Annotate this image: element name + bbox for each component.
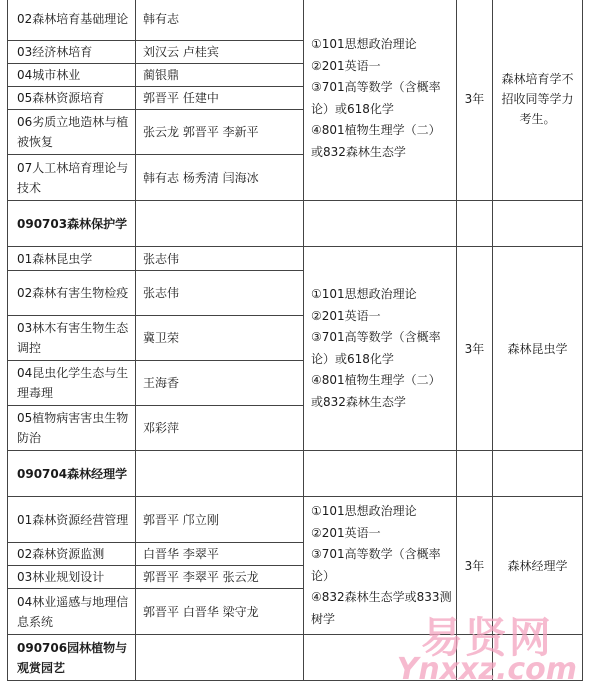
research-direction: 04林业遥感与地理信息系统 [8, 589, 136, 635]
research-direction: 03林业规划设计 [8, 566, 136, 589]
major-header-row [8, 201, 583, 247]
table-row [8, 0, 583, 41]
research-direction: 01森林资源经营管理 [8, 497, 136, 543]
exam-item: ①101思想政治理论 [311, 504, 417, 518]
tutor-names: 郭晋平 任建中 [136, 87, 304, 110]
admissions-table [7, 0, 583, 681]
tutor-names: 韩有志 杨秀清 闫海冰 [136, 155, 304, 201]
tutor-names: 张志伟 [136, 271, 304, 316]
tutor-names: 白晋华 李翠平 [136, 543, 304, 566]
remarks: 森林经理学 [493, 497, 583, 635]
remarks: 森林昆虫学 [493, 247, 583, 451]
exam-item: ③701高等数学（含概率论） [311, 547, 441, 583]
tutor-names: 邓彩萍 [136, 406, 304, 451]
research-direction: 04城市林业 [8, 64, 136, 87]
research-direction: 03林木有害生物生态调控 [8, 316, 136, 361]
exam-item: ③701高等数学（含概率论）或618化学 [311, 330, 441, 366]
tutor-names: 刘汉云 卢桂宾 [136, 41, 304, 64]
exam-item: ①101思想政治理论 [311, 37, 417, 51]
exam-item: ②201英语一 [311, 58, 381, 73]
exam-item: ④801植物生理学（二）或832森林生态学 [311, 123, 441, 159]
research-direction: 07人工林培育理论与技术 [8, 155, 136, 201]
tutor-names: 郭晋平 邝立刚 [136, 497, 304, 543]
research-direction: 06劣质立地造林与植被恢复 [8, 110, 136, 155]
study-years: 3年 [457, 0, 493, 201]
watermark-url: Ynxxz.com [396, 652, 577, 687]
tutor-names: 韩有志 [136, 0, 304, 41]
site-watermark [396, 613, 577, 687]
exam-item: ④801植物生理学（二）或832森林生态学 [311, 373, 441, 409]
study-years: 3年 [457, 497, 493, 635]
exam-item: ①101思想政治理论 [311, 287, 417, 301]
exam-item: ④832森林生态学或833测树学 [311, 590, 452, 626]
exam-item: ②201英语一 [311, 308, 381, 323]
major-title: 090703森林保护学 [8, 201, 136, 247]
tutor-names: 郭晋平 白晋华 梁守龙 [136, 589, 304, 635]
tutor-names: 冀卫荣 [136, 316, 304, 361]
tutor-names: 郭晋平 李翠平 张云龙 [136, 566, 304, 589]
tutor-names: 张志伟 [136, 247, 304, 271]
exam-subjects [304, 0, 457, 201]
research-direction: 02森林资源监测 [8, 543, 136, 566]
research-direction: 05森林资源培育 [8, 87, 136, 110]
table-row [8, 247, 583, 271]
major-title: 090706园林植物与观赏园艺 [8, 635, 136, 681]
major-header-row [8, 451, 583, 497]
research-direction: 01森林昆虫学 [8, 247, 136, 271]
tutor-names: 蔺银鼎 [136, 64, 304, 87]
table-row [8, 497, 583, 543]
remarks: 森林培育学不招收同等学力考生。 [493, 0, 583, 201]
tutor-names: 张云龙 郭晋平 李新平 [136, 110, 304, 155]
exam-subjects [304, 247, 457, 451]
major-title: 090704森林经理学 [8, 451, 136, 497]
exam-item: ②201英语一 [311, 525, 381, 540]
study-years: 3年 [457, 247, 493, 451]
exam-item: ③701高等数学（含概率论）或618化学 [311, 80, 441, 116]
tutor-names: 王海香 [136, 361, 304, 406]
research-direction: 03经济林培育 [8, 41, 136, 64]
watermark-text: 易贤网 [420, 613, 553, 662]
research-direction: 02森林培育基础理论 [8, 0, 136, 41]
research-direction: 05植物病害害虫生物防治 [8, 406, 136, 451]
research-direction: 02森林有害生物检疫 [8, 271, 136, 316]
research-direction: 04昆虫化学生态与生理毒理 [8, 361, 136, 406]
